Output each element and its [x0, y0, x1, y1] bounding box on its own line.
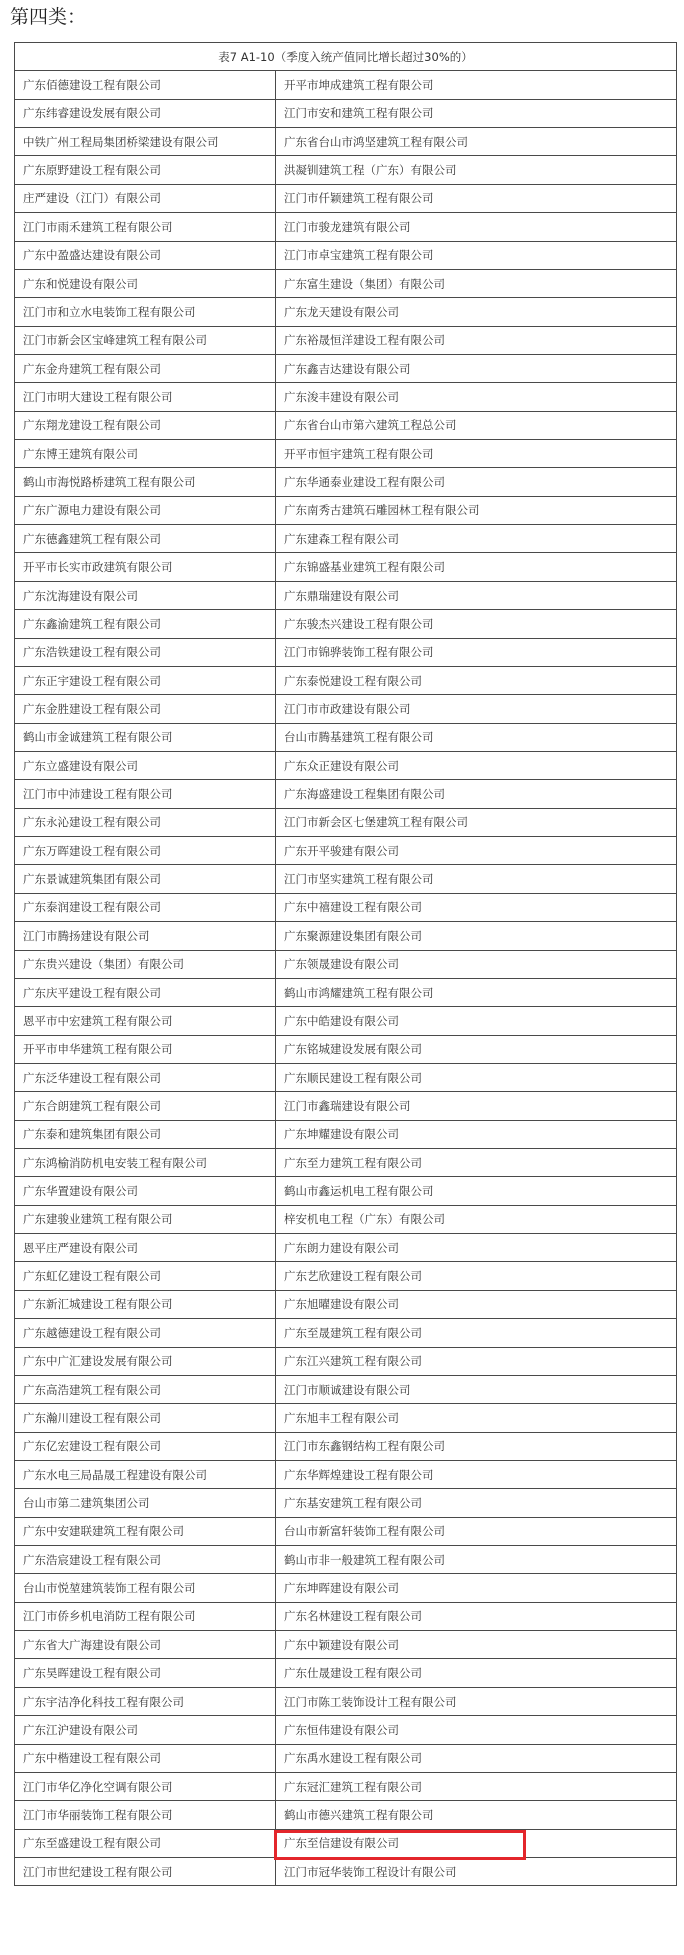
table-row [15, 1687, 677, 1715]
company-name-right: 江门市鑫瑞建设有限公司 [276, 1092, 677, 1120]
company-name-left: 江门市华丽装饰工程有限公司 [15, 1801, 276, 1829]
company-name-right: 鹤山市鸿耀建筑工程有限公司 [276, 978, 677, 1006]
company-name-left: 广东宇洁净化科技工程有限公司 [15, 1687, 276, 1715]
company-name-left: 广东中盈盛达建设有限公司 [15, 241, 276, 269]
company-name-right: 广东至信建设有限公司 [276, 1829, 677, 1857]
company-name-left: 江门市腾扬建设有限公司 [15, 922, 276, 950]
table-row [15, 1744, 677, 1772]
table-row [15, 1177, 677, 1205]
company-name-right: 洪凝钏建筑工程（广东）有限公司 [276, 156, 677, 184]
table-row [15, 581, 677, 609]
company-name-left: 江门市新会区宝峰建筑工程有限公司 [15, 326, 276, 354]
company-name-left: 广东博王建筑有限公司 [15, 440, 276, 468]
company-name-right: 广东中皓建设有限公司 [276, 1007, 677, 1035]
company-name-right: 开平市坤成建筑工程有限公司 [276, 71, 677, 99]
company-name-left: 广东瀚川建设工程有限公司 [15, 1404, 276, 1432]
company-name-left: 广东至盛建设工程有限公司 [15, 1829, 276, 1857]
table-row [15, 525, 677, 553]
table-row [15, 496, 677, 524]
company-name-left: 江门市华亿净化空调有限公司 [15, 1772, 276, 1800]
company-name-left: 江门市中沛建设工程有限公司 [15, 780, 276, 808]
company-name-right: 江门市东鑫钢结构工程有限公司 [276, 1432, 677, 1460]
company-name-right: 开平市恒宇建筑工程有限公司 [276, 440, 677, 468]
company-name-left: 广东原野建设工程有限公司 [15, 156, 276, 184]
table-row [15, 128, 677, 156]
table-row [15, 440, 677, 468]
company-name-right: 江门市锦骅装饰工程有限公司 [276, 638, 677, 666]
company-name-left: 广东中楷建设工程有限公司 [15, 1744, 276, 1772]
table-row [15, 1035, 677, 1063]
table-row [15, 1234, 677, 1262]
company-name-right: 广东恒伟建设有限公司 [276, 1716, 677, 1744]
table-row [15, 751, 677, 779]
table-caption-row [15, 43, 677, 71]
company-name-left: 庄严建设（江门）有限公司 [15, 184, 276, 212]
company-name-right: 广东朗力建设有限公司 [276, 1234, 677, 1262]
table-row [15, 1262, 677, 1290]
table-row [15, 695, 677, 723]
company-name-right: 鹤山市非一般建筑工程有限公司 [276, 1546, 677, 1574]
company-name-right: 广东建森工程有限公司 [276, 525, 677, 553]
company-name-right: 广东冠汇建筑工程有限公司 [276, 1772, 677, 1800]
company-name-left: 广东浩宸建设工程有限公司 [15, 1546, 276, 1574]
company-name-right: 江门市市政建设有限公司 [276, 695, 677, 723]
company-name-left: 广东昊晖建设工程有限公司 [15, 1659, 276, 1687]
company-name-right: 广东艺欣建设工程有限公司 [276, 1262, 677, 1290]
company-name-right: 江门市陈工装饰设计工程有限公司 [276, 1687, 677, 1715]
table-row [15, 1149, 677, 1177]
company-name-right: 江门市安和建筑工程有限公司 [276, 99, 677, 127]
company-name-left: 广东佰德建设工程有限公司 [15, 71, 276, 99]
company-name-left: 中铁广州工程局集团桥梁建设有限公司 [15, 128, 276, 156]
company-name-right: 广东中颖建设有限公司 [276, 1631, 677, 1659]
company-name-right: 广东仕晟建设工程有限公司 [276, 1659, 677, 1687]
table-row [15, 922, 677, 950]
table-row [15, 1007, 677, 1035]
company-name-left: 广东泛华建设工程有限公司 [15, 1063, 276, 1091]
table-caption: 表7 A1-10（季度入统产值同比增长超过30%的） [15, 43, 677, 71]
company-name-left: 广东泰和建筑集团有限公司 [15, 1120, 276, 1148]
company-name-right: 广东旭曜建设有限公司 [276, 1290, 677, 1318]
table-row [15, 1574, 677, 1602]
company-name-right: 广东名林建设工程有限公司 [276, 1602, 677, 1630]
table-row [15, 1432, 677, 1460]
table-row [15, 1517, 677, 1545]
table-row [15, 723, 677, 751]
company-name-left: 广东翔龙建设工程有限公司 [15, 411, 276, 439]
table-row [15, 978, 677, 1006]
table-row [15, 1602, 677, 1630]
company-name-left: 广东景诚建筑集团有限公司 [15, 865, 276, 893]
company-name-left: 广东万晖建设工程有限公司 [15, 837, 276, 865]
company-name-right: 广东浚丰建设有限公司 [276, 383, 677, 411]
company-name-right: 广东聚源建设集团有限公司 [276, 922, 677, 950]
company-name-left: 广东金胜建设工程有限公司 [15, 695, 276, 723]
company-name-left: 广东立盛建设有限公司 [15, 751, 276, 779]
company-name-right: 江门市冠华装饰工程设计有限公司 [276, 1858, 677, 1886]
table-row [15, 1375, 677, 1403]
company-name-left: 广东新汇城建设工程有限公司 [15, 1290, 276, 1318]
company-name-left: 广东广源电力建设有限公司 [15, 496, 276, 524]
table-row [15, 1063, 677, 1091]
company-name-left: 广东华置建设有限公司 [15, 1177, 276, 1205]
company-name-right: 广东锦盛基业建筑工程有限公司 [276, 553, 677, 581]
company-name-right: 广东坤晖建设有限公司 [276, 1574, 677, 1602]
company-name-left: 广东纬睿建设发展有限公司 [15, 99, 276, 127]
table-row [15, 950, 677, 978]
company-name-right: 广东省台山市第六建筑工程总公司 [276, 411, 677, 439]
company-name-left: 广东虹亿建设工程有限公司 [15, 1262, 276, 1290]
table-row [15, 1460, 677, 1488]
company-name-right: 广东旭丰工程有限公司 [276, 1404, 677, 1432]
table-row [15, 298, 677, 326]
table-row [15, 610, 677, 638]
table-row [15, 1120, 677, 1148]
company-name-right: 广东鑫吉达建设有限公司 [276, 354, 677, 382]
company-name-left: 广东中安建联建筑工程有限公司 [15, 1517, 276, 1545]
company-name-left: 江门市世纪建设工程有限公司 [15, 1858, 276, 1886]
company-name-right: 广东铭城建设发展有限公司 [276, 1035, 677, 1063]
company-name-left: 广东正宇建设工程有限公司 [15, 666, 276, 694]
company-name-right: 广东华辉煌建设工程有限公司 [276, 1460, 677, 1488]
table-row [15, 1716, 677, 1744]
table-row [15, 241, 677, 269]
company-name-right: 江门市骏龙建筑有限公司 [276, 213, 677, 241]
company-name-left: 广东庆平建设工程有限公司 [15, 978, 276, 1006]
table-row [15, 1546, 677, 1574]
table-row [15, 383, 677, 411]
company-name-left: 广东合朗建筑工程有限公司 [15, 1092, 276, 1120]
company-name-left: 广东省大广海建设有限公司 [15, 1631, 276, 1659]
company-name-right: 广东中禧建设工程有限公司 [276, 893, 677, 921]
company-name-left: 广东江沪建设有限公司 [15, 1716, 276, 1744]
table-row [15, 1772, 677, 1800]
company-name-right: 广东龙天建设有限公司 [276, 298, 677, 326]
table-row [15, 666, 677, 694]
company-name-right: 广东开平骏建有限公司 [276, 837, 677, 865]
table-row [15, 468, 677, 496]
company-name-left: 广东浩铁建设工程有限公司 [15, 638, 276, 666]
company-name-right: 广东禹水建设工程有限公司 [276, 1744, 677, 1772]
table-row [15, 354, 677, 382]
company-name-right: 广东江兴建筑工程有限公司 [276, 1347, 677, 1375]
company-name-left: 恩平市中宏建筑工程有限公司 [15, 1007, 276, 1035]
company-name-left: 鹤山市海悦路桥建筑工程有限公司 [15, 468, 276, 496]
company-name-left: 江门市和立水电装饰工程有限公司 [15, 298, 276, 326]
company-name-left: 广东建骏业建筑工程有限公司 [15, 1205, 276, 1233]
company-name-right: 广东至晟建筑工程有限公司 [276, 1319, 677, 1347]
table-row [15, 1801, 677, 1829]
table-row [15, 808, 677, 836]
company-name-right: 江门市坚实建筑工程有限公司 [276, 865, 677, 893]
company-name-right: 广东华通泰业建设工程有限公司 [276, 468, 677, 496]
company-name-right: 广东南秀古建筑石雕园林工程有限公司 [276, 496, 677, 524]
company-name-left: 台山市悦堃建筑装饰工程有限公司 [15, 1574, 276, 1602]
company-name-left: 广东鑫渝建筑工程有限公司 [15, 610, 276, 638]
table-row [15, 71, 677, 99]
company-name-left: 广东金舟建筑工程有限公司 [15, 354, 276, 382]
company-name-left: 开平市长实市政建筑有限公司 [15, 553, 276, 581]
company-name-left: 台山市第二建筑集团公司 [15, 1489, 276, 1517]
company-name-left: 开平市申华建筑工程有限公司 [15, 1035, 276, 1063]
company-name-left: 广东中广汇建设发展有限公司 [15, 1347, 276, 1375]
company-name-right: 广东泰悦建设工程有限公司 [276, 666, 677, 694]
table-row [15, 1631, 677, 1659]
company-name-left: 广东鸿榆消防机电安装工程有限公司 [15, 1149, 276, 1177]
company-name-left: 广东高浩建筑工程有限公司 [15, 1375, 276, 1403]
company-name-right: 江门市顺诚建设有限公司 [276, 1375, 677, 1403]
table-row [15, 638, 677, 666]
company-name-left: 广东越德建设工程有限公司 [15, 1319, 276, 1347]
company-name-left: 恩平庄严建设有限公司 [15, 1234, 276, 1262]
company-name-right: 广东众正建设有限公司 [276, 751, 677, 779]
company-name-right: 广东富生建设（集团）有限公司 [276, 269, 677, 297]
table-row [15, 1858, 677, 1886]
company-name-left: 广东德鑫建筑工程有限公司 [15, 525, 276, 553]
company-name-right: 广东顺民建设工程有限公司 [276, 1063, 677, 1091]
company-name-right: 台山市腾基建筑工程有限公司 [276, 723, 677, 751]
company-name-right: 广东至力建筑工程有限公司 [276, 1149, 677, 1177]
company-name-right: 江门市新会区七堡建筑工程有限公司 [276, 808, 677, 836]
company-name-left: 广东和悦建设有限公司 [15, 269, 276, 297]
table-row [15, 893, 677, 921]
table-row [15, 213, 677, 241]
company-name-right: 广东基安建筑工程有限公司 [276, 1489, 677, 1517]
company-name-right: 江门市仟颖建筑工程有限公司 [276, 184, 677, 212]
table-row [15, 1489, 677, 1517]
table-row [15, 269, 677, 297]
company-name-left: 广东亿宏建设工程有限公司 [15, 1432, 276, 1460]
table-row [15, 1319, 677, 1347]
company-name-left: 江门市侨乡机电消防工程有限公司 [15, 1602, 276, 1630]
table-row [15, 156, 677, 184]
company-name-left: 广东贵兴建设（集团）有限公司 [15, 950, 276, 978]
company-name-left: 广东永沁建设工程有限公司 [15, 808, 276, 836]
table-row [15, 1205, 677, 1233]
section-heading: 第四类： [10, 6, 87, 28]
company-name-left: 广东沈海建设有限公司 [15, 581, 276, 609]
table-row [15, 865, 677, 893]
table-row [15, 184, 677, 212]
table-row [15, 1659, 677, 1687]
company-name-right: 广东海盛建设工程集团有限公司 [276, 780, 677, 808]
company-name-left: 江门市明大建设工程有限公司 [15, 383, 276, 411]
table-row [15, 411, 677, 439]
company-name-right: 广东裕晟恒洋建设工程有限公司 [276, 326, 677, 354]
company-name-right: 鹤山市德兴建筑工程有限公司 [276, 1801, 677, 1829]
company-name-right: 广东坤耀建设有限公司 [276, 1120, 677, 1148]
company-name-left: 江门市雨禾建筑工程有限公司 [15, 213, 276, 241]
company-name-right: 广东省台山市鸿坚建筑工程有限公司 [276, 128, 677, 156]
table-row [15, 1347, 677, 1375]
table-row [15, 1829, 677, 1857]
table-row [15, 99, 677, 127]
company-name-left: 广东泰润建设工程有限公司 [15, 893, 276, 921]
company-name-right: 鹤山市鑫运机电工程有限公司 [276, 1177, 677, 1205]
table-row [15, 837, 677, 865]
company-name-right: 广东鼎瑞建设有限公司 [276, 581, 677, 609]
table-row [15, 1404, 677, 1432]
company-name-right: 广东领晟建设有限公司 [276, 950, 677, 978]
company-table [14, 42, 677, 1886]
company-name-right: 江门市卓宝建筑工程有限公司 [276, 241, 677, 269]
company-name-right: 台山市新富轩装饰工程有限公司 [276, 1517, 677, 1545]
table-row [15, 553, 677, 581]
company-name-left: 广东水电三局晶晟工程建设有限公司 [15, 1460, 276, 1488]
table-row [15, 326, 677, 354]
company-name-left: 鹤山市金诚建筑工程有限公司 [15, 723, 276, 751]
company-name-right: 梓安机电工程（广东）有限公司 [276, 1205, 677, 1233]
table-row [15, 1092, 677, 1120]
table-row [15, 780, 677, 808]
table-row [15, 1290, 677, 1318]
company-name-right: 广东骏杰兴建设工程有限公司 [276, 610, 677, 638]
